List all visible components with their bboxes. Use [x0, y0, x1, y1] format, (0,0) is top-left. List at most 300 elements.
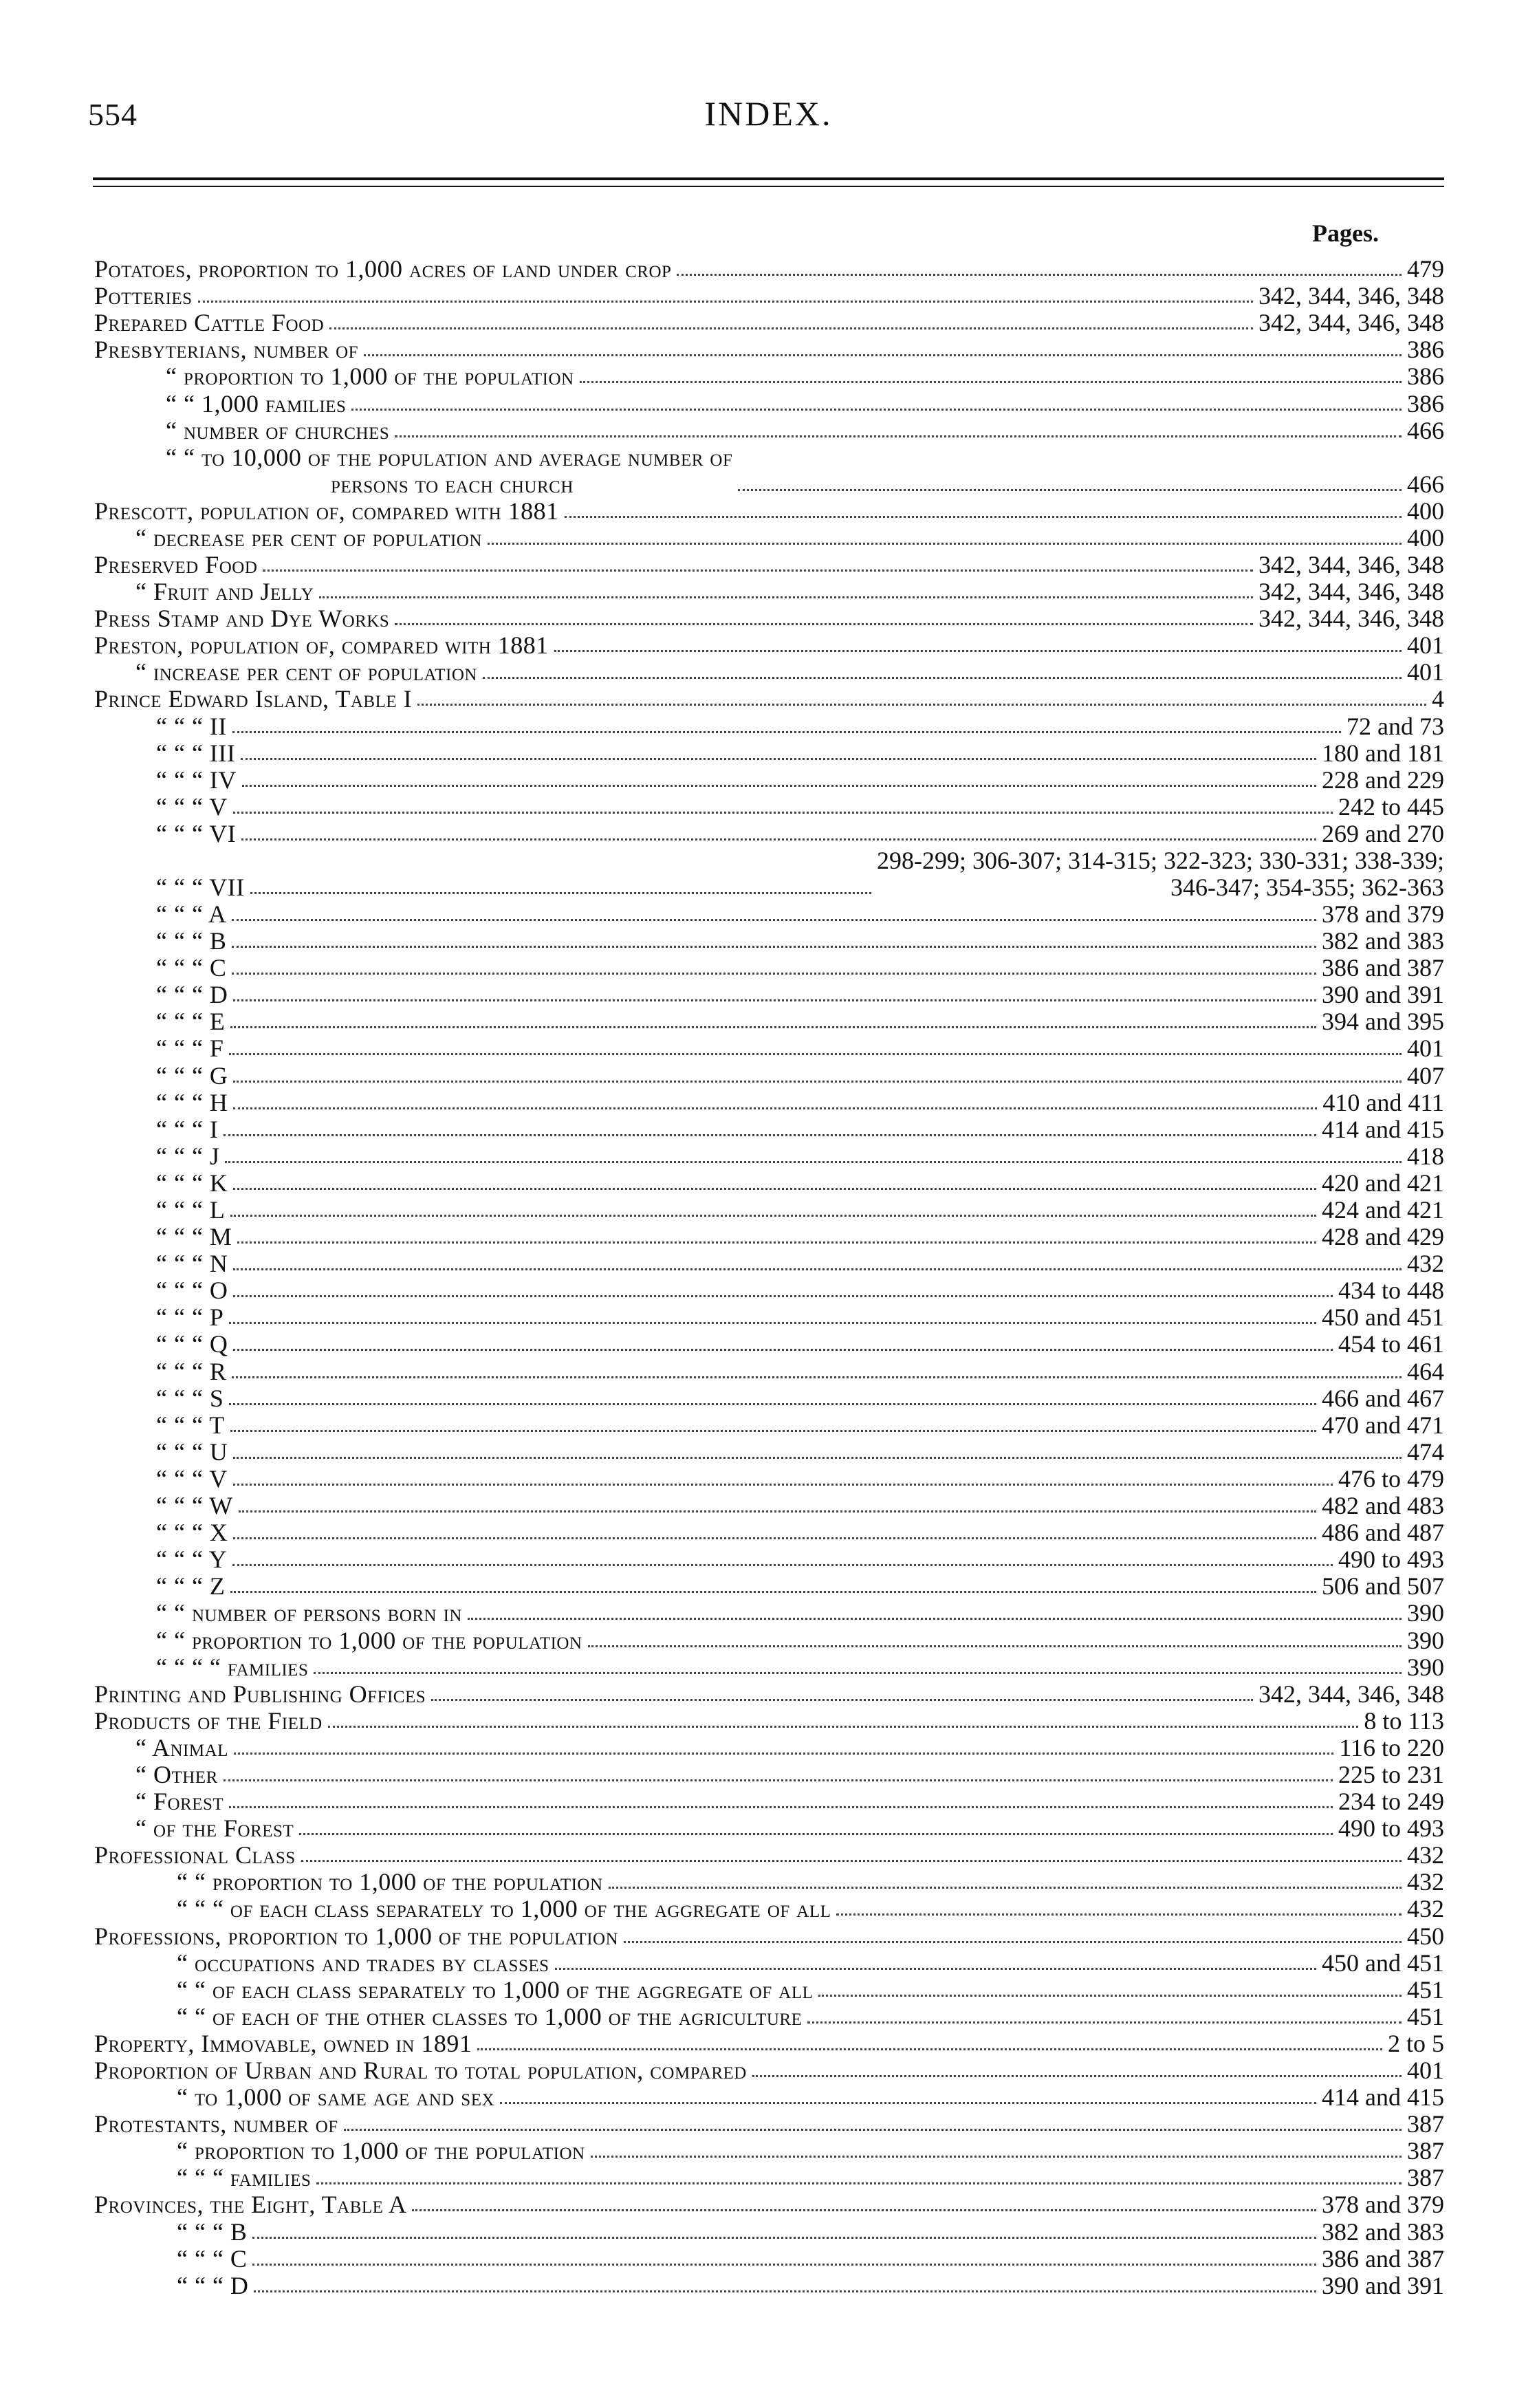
index-entry-pages — [1338, 1331, 1444, 1358]
index-entry-pages — [1338, 1761, 1444, 1788]
index-entry-text: Professional Class — [94, 1842, 296, 1869]
index-entry-pages — [1407, 2138, 1444, 2165]
index-entry-pages — [1407, 336, 1444, 363]
dot-leader — [233, 1081, 1402, 1083]
page-reference: 390 and 391 — [1322, 981, 1444, 1009]
index-entry-text: “ “ “ E — [156, 1008, 226, 1036]
dot-leader — [241, 758, 1316, 760]
index-entry-pages — [1407, 2057, 1444, 2084]
index-entry — [94, 2218, 1444, 2245]
page-reference: 451 — [1407, 1976, 1444, 2004]
index-entry-pages — [1322, 1519, 1444, 1546]
index-entry-pages — [1258, 578, 1444, 605]
index-entry-pages — [1322, 1950, 1444, 1977]
index-entry-term — [94, 1788, 224, 1815]
header-rule-thin — [93, 186, 1444, 187]
index-entry — [94, 1977, 1444, 2004]
page-reference: 386 and 387 — [1322, 955, 1444, 982]
index-entry — [94, 1170, 1444, 1197]
index-entry-pages — [1322, 1197, 1444, 1224]
page-reference: 401 — [1407, 659, 1444, 686]
index-entry-text: “ “ “ B — [177, 2218, 248, 2246]
index-entry-term — [94, 1197, 225, 1224]
index-entry-term — [94, 1654, 308, 1681]
index-entry-text: Prepared Cattle Food — [94, 310, 325, 337]
index-entry — [94, 740, 1444, 767]
index-entry-text: Proportion of Urban and Rural to total population, compared — [94, 2057, 747, 2084]
index-entry-term — [94, 1116, 218, 1143]
dot-leader — [233, 1188, 1316, 1190]
index-entry-term — [94, 1439, 228, 1466]
index-entry — [94, 578, 1444, 605]
page-reference: 420 and 421 — [1322, 1169, 1444, 1197]
index-entry-pages — [1338, 1466, 1444, 1493]
index-entry-text: “ “ to 10,000 of the population and average number of — [166, 444, 733, 471]
dot-leader — [252, 2264, 1316, 2266]
index-entry-text: “ “ “ C — [156, 955, 227, 982]
index-entry — [94, 1896, 1444, 1922]
index-entry-term — [94, 1493, 233, 1519]
index-entry — [94, 767, 1444, 794]
index-entry-term — [94, 632, 549, 659]
dot-leader — [299, 1833, 1333, 1835]
page-reference: 2 to 5 — [1387, 2030, 1444, 2057]
dot-leader — [364, 354, 1402, 356]
index-entry-pages — [1432, 686, 1444, 713]
dot-leader — [234, 1753, 1333, 1755]
dot-leader — [609, 1887, 1402, 1889]
index-entry-text: “ “ “ R — [156, 1358, 227, 1385]
page-reference: 434 to 448 — [1338, 1277, 1444, 1305]
index-entry-pages — [1407, 1063, 1444, 1089]
index-entry-term — [94, 1681, 426, 1708]
index-entry-pages — [1407, 1358, 1444, 1385]
page-reference: 428 and 429 — [1322, 1224, 1444, 1251]
index-entry-pages — [1258, 1681, 1444, 1708]
dot-leader — [588, 1645, 1402, 1647]
index-entry-text: “ “ “ N — [156, 1250, 228, 1278]
index-entry — [94, 686, 1444, 713]
index-entry-text: “ “ “ U — [156, 1438, 228, 1466]
dot-leader — [555, 1968, 1316, 1970]
dot-leader — [301, 1860, 1402, 1862]
index-entry-text: Printing and Publishing Offices — [94, 1680, 426, 1708]
index-entry-pages — [1322, 901, 1444, 928]
index-entry — [94, 1654, 1444, 1681]
dot-leader — [477, 2048, 1382, 2050]
index-entry — [94, 256, 1444, 283]
page-reference: 482 and 483 — [1322, 1492, 1444, 1520]
index-entry-term — [94, 1573, 225, 1600]
index-entry-text: “ “ “ O — [156, 1277, 228, 1305]
index-entry-term — [94, 794, 228, 821]
index-entry — [94, 2246, 1444, 2273]
index-entry-text: “ “ of each of the other classes to 1,000 of the agriculture — [177, 2003, 803, 2030]
page-reference: 225 to 231 — [1338, 1761, 1444, 1788]
dot-leader — [225, 1161, 1402, 1163]
index-entry — [94, 632, 1444, 659]
index-entry-text: Professions, proportion to 1,000 of the population — [94, 1922, 619, 1950]
page-reference: 342, 344, 346, 348 — [1258, 578, 1444, 606]
page-reference: 454 to 461 — [1338, 1331, 1444, 1358]
dot-leader — [328, 1726, 1359, 1728]
page-reference: 424 and 421 — [1322, 1196, 1444, 1224]
page-reference: 450 and 451 — [1322, 1304, 1444, 1332]
dot-leader — [230, 1215, 1316, 1217]
dot-leader — [233, 812, 1333, 814]
dot-leader — [230, 1026, 1316, 1028]
index-entry — [94, 1815, 1444, 1842]
index-entry-pages — [1407, 632, 1444, 659]
index-entry-term — [94, 1331, 228, 1358]
page-reference: 414 and 415 — [1322, 2084, 1444, 2112]
index-entry-text: “ Fruit and Jelly — [135, 578, 314, 606]
index-entry — [94, 1681, 1444, 1708]
page-reference: 432 — [1407, 1250, 1444, 1278]
dot-leader — [232, 919, 1316, 921]
index-entry-pages — [1258, 283, 1444, 310]
page-reference: 476 to 479 — [1338, 1465, 1444, 1493]
dot-leader — [344, 2129, 1402, 2131]
index-entry-text: “ Forest — [135, 1788, 224, 1816]
page-reference: 386 — [1407, 363, 1444, 391]
page-reference: 490 to 493 — [1338, 1815, 1444, 1843]
index-entry-pages — [1407, 1250, 1444, 1277]
index-entry — [94, 336, 1444, 363]
dot-leader — [229, 1806, 1333, 1808]
index-entry-text: “ “ “ II — [156, 713, 227, 740]
index-entry-continuation: persons to each church — [331, 470, 574, 498]
dot-leader — [314, 1672, 1402, 1674]
index-entry-text: “ “ “ A — [156, 900, 227, 928]
index-entry-term — [94, 336, 358, 363]
dot-leader — [565, 516, 1402, 518]
index-entry-pages — [1338, 1277, 1444, 1304]
pages-column-heading: Pages. — [1312, 219, 1379, 247]
index-entry-term — [94, 2191, 406, 2218]
page-reference: 400 — [1407, 497, 1444, 525]
index-entry-pages — [1322, 1573, 1444, 1600]
page-reference: 382 and 383 — [1322, 927, 1444, 955]
index-entry — [94, 1439, 1444, 1466]
index-entry-pages — [1407, 498, 1444, 525]
index-entry — [94, 659, 1444, 686]
index-entry-term — [94, 1600, 462, 1627]
page-reference: 228 and 229 — [1322, 766, 1444, 794]
page-reference: 242 to 445 — [1338, 793, 1444, 821]
index-entry-pages — [1322, 928, 1444, 955]
index-entry — [94, 552, 1444, 578]
page-reference: 479 — [1407, 256, 1444, 283]
index-entry-pages — [1322, 1493, 1444, 1519]
index-entry-pages — [1407, 1869, 1444, 1896]
index-entry-text: Preston, population of, compared with 1881 — [94, 632, 549, 660]
index-entry-term — [94, 1842, 296, 1869]
index-entry-term — [94, 310, 324, 336]
dot-leader — [250, 892, 871, 894]
index-entry — [94, 1950, 1444, 1977]
index-entry-term — [94, 713, 227, 740]
index-entry-pages — [1407, 1035, 1444, 1062]
dot-leader — [233, 1484, 1333, 1486]
index-entry-pages — [1407, 525, 1444, 552]
index-entry — [94, 1922, 1444, 1949]
page-reference: 387 — [1407, 2165, 1444, 2192]
index-entry — [94, 283, 1444, 310]
index-entry-text: “ “ 1,000 families — [166, 390, 347, 417]
dot-leader — [224, 1779, 1333, 1781]
index-entry-text: “ “ of each class separately to 1,000 of the aggregate of all — [177, 1976, 814, 2004]
dot-leader — [239, 1510, 1316, 1512]
index-entry-term — [94, 578, 314, 605]
index-entry — [94, 2057, 1444, 2084]
index-entry-term — [94, 1977, 813, 2004]
dot-leader — [233, 1457, 1402, 1459]
index-entry-term — [94, 256, 671, 283]
index-entry-term — [94, 1304, 224, 1331]
page-reference: 410 and 411 — [1322, 1089, 1444, 1116]
index-entry-term — [94, 767, 237, 794]
index-entry-text: “ “ “ D — [156, 981, 228, 1009]
index-entry-text: Provinces, the Eight, Table A — [94, 2191, 407, 2219]
dot-leader — [233, 999, 1316, 1001]
page-reference: 407 — [1407, 1062, 1444, 1089]
index-entry — [94, 2084, 1444, 2111]
index-entry-pages — [1322, 2273, 1444, 2299]
page-reference: 464 — [1407, 1358, 1444, 1385]
index-entry-term — [94, 417, 389, 444]
dot-leader — [752, 2075, 1402, 2077]
index-entry-pages — [1407, 1654, 1444, 1681]
dot-leader — [351, 409, 1402, 411]
dot-leader — [233, 1537, 1316, 1539]
index-entry-text: “ occupations and trades by classes — [177, 1949, 549, 1977]
dot-leader — [591, 2156, 1402, 2158]
index-entry-term — [94, 1627, 582, 1654]
dot-leader — [232, 1376, 1402, 1378]
dot-leader — [488, 543, 1402, 545]
index-entry — [94, 955, 1444, 981]
index-entry-term — [94, 981, 228, 1008]
dot-leader — [624, 1941, 1402, 1943]
dot-leader — [319, 596, 1253, 598]
index-entry-term — [94, 552, 257, 578]
index-entry-text: Protestants, number of — [94, 2111, 338, 2138]
index-entry-term — [94, 1708, 323, 1735]
page-reference: 342, 344, 346, 348 — [1258, 310, 1444, 337]
index-entry-term — [94, 1761, 218, 1788]
page-reference-continuation: 346-347; 354-355; 362-363 — [1170, 873, 1444, 901]
index-entry-term — [94, 928, 226, 955]
index-entry-pages — [1407, 1896, 1444, 1922]
index-entry-text: Potatoes, proportion to 1,000 acres of land under crop — [94, 256, 672, 283]
index-entry-text: “ “ “ V — [156, 793, 228, 821]
index-entry-list — [94, 256, 1444, 2299]
index-entry-term — [94, 1224, 232, 1250]
page-reference: 506 and 507 — [1322, 1573, 1444, 1601]
index-entry-text: “ “ “ of each class separately to 1,000 of the aggregate of all — [177, 1896, 831, 1923]
dot-leader — [233, 1295, 1333, 1297]
dot-leader — [224, 1134, 1316, 1136]
index-entry — [94, 1250, 1444, 1277]
index-entry-pages — [877, 847, 1444, 901]
index-entry-pages — [1339, 1735, 1444, 1761]
index-entry-pages — [1338, 1815, 1444, 1842]
index-entry-pages — [1322, 1224, 1444, 1250]
page-number: 554 — [88, 97, 138, 132]
index-entry-text: Prescott, population of, compared with 1881 — [94, 497, 559, 525]
index-entry-term — [94, 821, 236, 847]
header-rule-thick — [93, 177, 1444, 180]
index-entry-pages — [1322, 955, 1444, 981]
page-reference: 432 — [1407, 1842, 1444, 1869]
index-entry — [94, 1143, 1444, 1170]
page-reference: 387 — [1407, 2138, 1444, 2165]
index-entry — [94, 794, 1444, 821]
page-reference: 414 and 415 — [1322, 1116, 1444, 1143]
index-entry-text: “ Animal — [135, 1734, 228, 1761]
index-entry-term — [94, 659, 477, 686]
index-entry-text: Presbyterians, number of — [94, 336, 359, 364]
index-entry-pages — [1347, 713, 1444, 740]
index-entry-text: “ number of churches — [166, 417, 390, 444]
page-reference: 386 — [1407, 390, 1444, 417]
index-entry-pages — [1322, 1170, 1444, 1197]
page-reference: 470 and 471 — [1322, 1411, 1444, 1439]
index-entry — [94, 1331, 1444, 1358]
index-entry-text: “ “ “ families — [177, 2165, 312, 2192]
index-entry-text: Preserved Food — [94, 551, 258, 578]
index-entry-text: Products of the Field — [94, 1707, 323, 1735]
index-entry-term — [94, 686, 412, 713]
index-entry-term — [94, 1008, 225, 1035]
index-entry-text: “ “ “ W — [156, 1492, 233, 1520]
index-entry-pages — [1322, 981, 1444, 1008]
index-entry — [94, 981, 1444, 1008]
page-reference: 486 and 487 — [1322, 1519, 1444, 1547]
index-entry-text: Potteries — [94, 283, 193, 310]
page-reference: 401 — [1407, 1035, 1444, 1063]
dot-leader — [232, 1564, 1333, 1566]
dot-leader — [252, 2237, 1316, 2239]
dot-leader — [241, 838, 1316, 840]
index-entry-pages — [1322, 1089, 1444, 1116]
page-reference: 450 and 451 — [1322, 1949, 1444, 1977]
index-entry-pages — [1322, 740, 1444, 767]
index-entry-pages — [1322, 821, 1444, 847]
dot-leader — [237, 1241, 1316, 1244]
index-entry-term — [94, 1170, 228, 1197]
index-entry-term — [94, 2111, 338, 2138]
page-reference: 342, 344, 346, 348 — [1258, 551, 1444, 578]
index-entry — [94, 1116, 1444, 1143]
index-entry-text: “ “ “ VII — [156, 873, 245, 901]
page-reference: 269 and 270 — [1322, 820, 1444, 847]
index-entry-text: “ “ “ Q — [156, 1331, 228, 1358]
index-entry — [94, 2273, 1444, 2299]
index-entry-term — [94, 1519, 228, 1546]
index-entry — [94, 2111, 1444, 2138]
dot-leader — [230, 1430, 1316, 1432]
dot-leader — [229, 1053, 1402, 1055]
index-entry-term — [94, 363, 574, 390]
dot-leader — [412, 2209, 1316, 2211]
page-reference: 8 to 113 — [1364, 1707, 1444, 1735]
index-entry-text: “ proportion to 1,000 of the population — [166, 363, 574, 391]
index-entry-term — [94, 444, 732, 498]
index-entry — [94, 525, 1444, 552]
index-entry-pages — [1407, 2165, 1444, 2191]
index-entry-text: “ “ “ IV — [156, 766, 237, 794]
index-entry-term — [94, 1277, 228, 1304]
index-entry-term — [94, 1923, 618, 1950]
index-entry-text: “ “ proportion to 1,000 of the population — [156, 1627, 582, 1654]
index-entry-term — [94, 2138, 585, 2165]
index-entry-text: “ “ “ “ families — [156, 1653, 309, 1681]
index-entry — [94, 1008, 1444, 1035]
index-entry-pages — [1258, 310, 1444, 336]
index-entry-pages — [1407, 659, 1444, 686]
dot-leader — [229, 1403, 1316, 1405]
dot-leader — [232, 946, 1316, 948]
index-entry — [94, 605, 1444, 632]
index-entry-term — [94, 1385, 224, 1412]
index-entry — [94, 1358, 1444, 1385]
index-entry-text: “ “ “ M — [156, 1224, 232, 1251]
page-reference: 474 — [1407, 1438, 1444, 1466]
index-entry-text: “ “ “ T — [156, 1411, 225, 1439]
index-entry-text: “ “ “ III — [156, 739, 236, 767]
index-entry-text: “ Other — [135, 1761, 218, 1788]
page-reference: 466 and 467 — [1322, 1385, 1444, 1412]
index-entry-pages — [1338, 1788, 1444, 1815]
index-entry — [94, 1385, 1444, 1412]
index-entry-pages — [1407, 471, 1444, 498]
dot-leader — [483, 677, 1402, 679]
index-entry-text: “ to 1,000 of same age and sex — [177, 2084, 495, 2112]
index-entry-text: “ “ “ B — [156, 927, 227, 955]
index-entry-term — [94, 1412, 225, 1439]
page-reference: 394 and 395 — [1322, 1008, 1444, 1036]
index-entry-text: “ “ proportion to 1,000 of the population — [177, 1869, 603, 1896]
dot-leader — [263, 570, 1253, 572]
page-reference: 466 — [1407, 470, 1444, 498]
index-entry-text: “ “ “ Z — [156, 1573, 226, 1601]
dot-leader — [395, 623, 1253, 625]
index-entry — [94, 1735, 1444, 1761]
page-reference: 342, 344, 346, 348 — [1258, 283, 1444, 310]
index-entry — [94, 1761, 1444, 1788]
index-entry-pages — [1407, 256, 1444, 283]
dot-leader — [500, 2102, 1316, 2104]
index-entry-pages — [1338, 1546, 1444, 1573]
index-entry-text: “ “ “ Y — [156, 1546, 228, 1574]
page-reference: 451 — [1407, 2003, 1444, 2030]
index-entry — [94, 498, 1444, 525]
index-entry — [94, 1412, 1444, 1439]
page-reference: 432 — [1407, 1896, 1444, 1923]
index-entry-pages — [1258, 605, 1444, 632]
index-entry — [94, 390, 1444, 417]
index-entry-text: “ “ “ P — [156, 1304, 224, 1332]
index-entry-term — [94, 1035, 224, 1062]
index-entry-text: Prince Edward Island, Table I — [94, 686, 413, 713]
index-entry — [94, 1062, 1444, 1089]
index-entry-term — [94, 498, 559, 525]
dot-leader — [233, 1107, 1317, 1109]
index-entry-pages — [1407, 1842, 1444, 1869]
index-entry — [94, 1304, 1444, 1331]
